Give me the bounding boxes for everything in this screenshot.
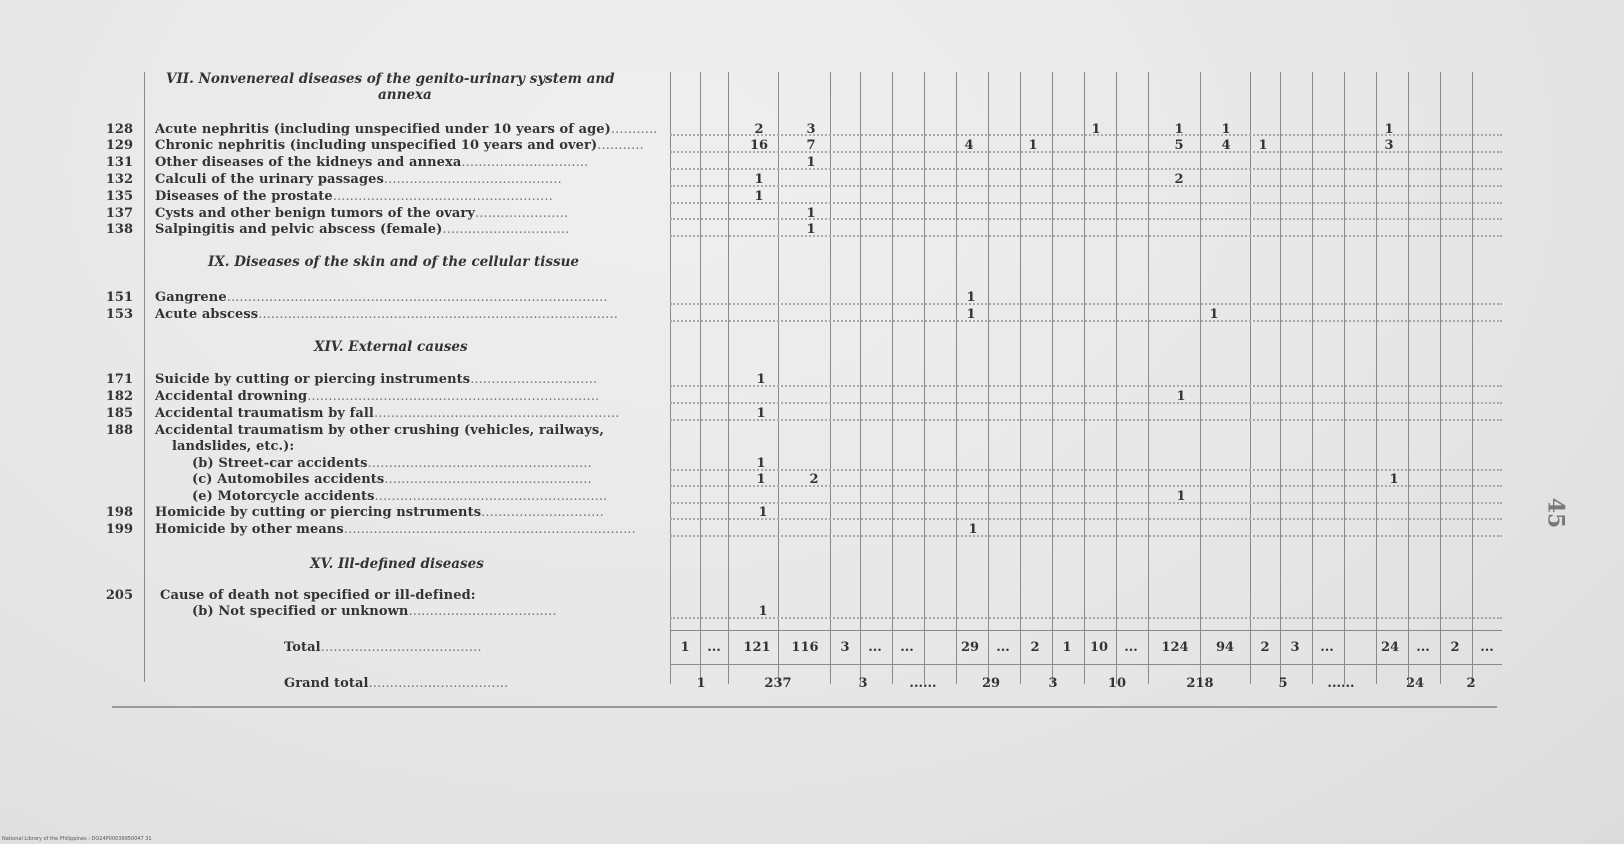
cell-value: 1	[968, 522, 978, 537]
total-value: ...	[1416, 640, 1430, 655]
row-number: 129	[105, 138, 133, 153]
total-value: 3	[840, 640, 850, 655]
cell-value: 1	[754, 172, 764, 187]
row-leader	[670, 320, 1502, 322]
row-leader	[670, 617, 1502, 619]
total-value: 3	[1290, 640, 1300, 655]
row-number: 132	[105, 172, 133, 187]
row-label: Diseases of the prostate....................................................	[155, 189, 553, 204]
grand-total-value: ......	[1327, 676, 1355, 691]
grand-total-value: 10	[1107, 676, 1127, 691]
cell-value: 1	[1384, 122, 1394, 137]
grand-total-value: 29	[981, 676, 1001, 691]
grand-total-value: 218	[1186, 676, 1214, 691]
column-rule	[1052, 72, 1053, 684]
total-value: 116	[791, 640, 819, 655]
column-rule	[956, 72, 957, 684]
row-label: landslides, etc.):	[172, 439, 295, 454]
row-number: 171	[105, 372, 133, 387]
row-number: 151	[105, 290, 133, 305]
row-leader	[670, 218, 1502, 220]
row-label: Accidental traumatism by other crushing (vehicles, railways,	[155, 423, 604, 438]
grand-total-value: ......	[909, 676, 937, 691]
grand-total-value: 5	[1278, 676, 1288, 691]
cell-value: 3	[1384, 138, 1394, 153]
row-number: 128	[105, 122, 133, 137]
total-value: 121	[743, 640, 771, 655]
column-rule	[1376, 72, 1377, 684]
row-label: Cause of death not specified or ill-defined:	[160, 588, 476, 603]
column-rule	[778, 72, 779, 684]
row-leader	[670, 168, 1502, 170]
cell-value: 2	[1174, 172, 1184, 187]
bottom-rule	[112, 706, 1497, 708]
row-leader	[670, 469, 1502, 471]
cell-value: 1	[758, 505, 768, 520]
grand-total-label: Grand total.................................	[284, 676, 509, 691]
column-rule	[1312, 72, 1313, 684]
row-number: 199	[105, 522, 133, 537]
column-rule	[1148, 72, 1149, 684]
cell-value: 5	[1174, 138, 1184, 153]
section-heading-vii-cont: annexa	[378, 87, 432, 103]
row-number: 182	[105, 389, 133, 404]
total-value: ...	[707, 640, 721, 655]
grand-total-value: 24	[1405, 676, 1425, 691]
total-value: 2	[1030, 640, 1040, 655]
row-number: 138	[105, 222, 133, 237]
row-label: Homicide by cutting or piercing nstruments.............................	[155, 505, 604, 520]
total-top-rule	[670, 630, 1502, 631]
total-value: ...	[868, 640, 882, 655]
total-value: ...	[1124, 640, 1138, 655]
column-rule	[670, 72, 671, 684]
cell-value: 1	[1174, 122, 1184, 137]
row-leader	[670, 303, 1502, 305]
cell-value: 1	[1389, 472, 1399, 487]
cell-value: 1	[1091, 122, 1101, 137]
row-label: Accidental drowning.....................................................................	[155, 389, 600, 404]
row-leader	[670, 502, 1502, 504]
column-rule	[1084, 72, 1085, 684]
page-number: 45	[1542, 497, 1569, 529]
cell-value: 1	[1258, 138, 1268, 153]
cell-value: 1	[756, 456, 766, 471]
row-number: 153	[105, 307, 133, 322]
cell-value: 1	[758, 604, 768, 619]
total-value: 1	[680, 640, 690, 655]
row-leader	[670, 419, 1502, 421]
cell-value: 1	[1209, 307, 1219, 322]
row-leader	[670, 235, 1502, 237]
row-label: Acute abscess.....................................................................................	[155, 307, 618, 322]
cell-value: 1	[1028, 138, 1038, 153]
grand-total-top-rule	[670, 664, 1502, 665]
column-rule	[1116, 72, 1117, 684]
total-value: 124	[1161, 640, 1189, 655]
row-label: Chronic nephritis (including unspecified 10 years and over)...........	[155, 138, 644, 153]
grand-total-value: 3	[1048, 676, 1058, 691]
section-heading-xv: XV. Ill-defined diseases	[310, 556, 484, 572]
total-value: ...	[1480, 640, 1494, 655]
row-label: (e) Motorcycle accidents.......................................................	[192, 489, 608, 504]
row-number: 137	[105, 206, 133, 221]
row-leader	[670, 185, 1502, 187]
column-rule	[924, 72, 925, 684]
section-heading-ix: IX. Diseases of the skin and of the cellular tissue	[208, 254, 579, 270]
cell-value: 1	[756, 406, 766, 421]
row-number: 131	[105, 155, 133, 170]
row-leader	[670, 535, 1502, 537]
section-heading-vii: VII. Nonvenereal diseases of the genito-urinary system and	[166, 71, 615, 87]
row-label: Suicide by cutting or piercing instruments..............................	[155, 372, 598, 387]
cell-value: 1	[1221, 122, 1231, 137]
row-label: (b) Not specified or unknown...................................	[192, 604, 557, 619]
column-rule	[1408, 72, 1409, 684]
total-value: 1	[1062, 640, 1072, 655]
cell-value: 2	[754, 122, 764, 137]
row-label: (c) Automobiles accidents.................................................	[192, 472, 592, 487]
grand-total-value: 1	[696, 676, 706, 691]
column-rule	[988, 72, 989, 684]
cell-value: 1	[756, 372, 766, 387]
total-value: ...	[996, 640, 1010, 655]
row-label: Accidental traumatism by fall..........................................................	[155, 406, 620, 421]
total-value: 94	[1215, 640, 1235, 655]
column-rule	[1472, 72, 1473, 684]
cell-value: 1	[806, 155, 816, 170]
total-value: ...	[900, 640, 914, 655]
section-heading-xiv: XIV. External causes	[314, 339, 468, 355]
cell-value: 4	[1221, 138, 1231, 153]
cell-value: 16	[749, 138, 769, 153]
total-label: Total......................................	[284, 640, 482, 655]
column-rule	[1020, 72, 1021, 684]
column-rule	[860, 72, 861, 684]
cell-value: 1	[806, 222, 816, 237]
column-rule	[1280, 72, 1281, 684]
row-number: 205	[105, 588, 133, 603]
row-label: (b) Street-car accidents.....................................................	[192, 456, 592, 471]
row-leader	[670, 518, 1502, 520]
row-label: Salpingitis and pelvic abscess (female)..............................	[155, 222, 570, 237]
row-number: 135	[105, 189, 133, 204]
row-label: Acute nephritis (including unspecified under 10 years of age)...........	[155, 122, 658, 137]
row-number: 188	[105, 423, 133, 438]
row-label: Calculi of the urinary passages..........................................	[155, 172, 562, 187]
total-value: 24	[1380, 640, 1400, 655]
row-leader	[670, 202, 1502, 204]
column-rule	[700, 72, 701, 684]
total-value: 29	[960, 640, 980, 655]
cell-value: 1	[806, 206, 816, 221]
row-leader	[670, 385, 1502, 387]
row-label: Homicide by other means.....................................................................	[155, 522, 636, 537]
row-number: 198	[105, 505, 133, 520]
cell-value: 3	[806, 122, 816, 137]
row-leader	[670, 402, 1502, 404]
cell-value: 4	[964, 138, 974, 153]
row-label: Gangrene..........................................................................................	[155, 290, 608, 305]
row-label: Other diseases of the kidneys and annexa..............................	[155, 155, 589, 170]
cell-value: 2	[809, 472, 819, 487]
grand-total-value: 237	[764, 676, 792, 691]
cell-value: 1	[966, 307, 976, 322]
row-label: Cysts and other benign tumors of the ovary......................	[155, 206, 569, 221]
cell-value: 1	[756, 472, 766, 487]
total-value: 2	[1260, 640, 1270, 655]
row-leader	[670, 485, 1502, 487]
column-rule	[1440, 72, 1441, 684]
cell-value: 7	[806, 138, 816, 153]
column-rule	[830, 72, 831, 684]
row-number: 185	[105, 406, 133, 421]
column-rule	[1344, 72, 1345, 684]
cell-value: 1	[1176, 389, 1186, 404]
cell-value: 1	[1176, 489, 1186, 504]
column-rule	[1250, 72, 1251, 684]
grand-total-value: 3	[858, 676, 868, 691]
cell-value: 1	[966, 290, 976, 305]
total-value: 2	[1450, 640, 1460, 655]
total-value: 10	[1089, 640, 1109, 655]
grand-total-value: 2	[1466, 676, 1476, 691]
column-rule	[1200, 72, 1201, 684]
cell-value: 1	[754, 189, 764, 204]
left-border-line	[144, 72, 145, 682]
library-footer: National Library of the Philippines : DO24P00039950047 31	[2, 836, 152, 842]
total-value: ...	[1320, 640, 1334, 655]
column-rule	[892, 72, 893, 684]
column-rule	[728, 72, 729, 684]
